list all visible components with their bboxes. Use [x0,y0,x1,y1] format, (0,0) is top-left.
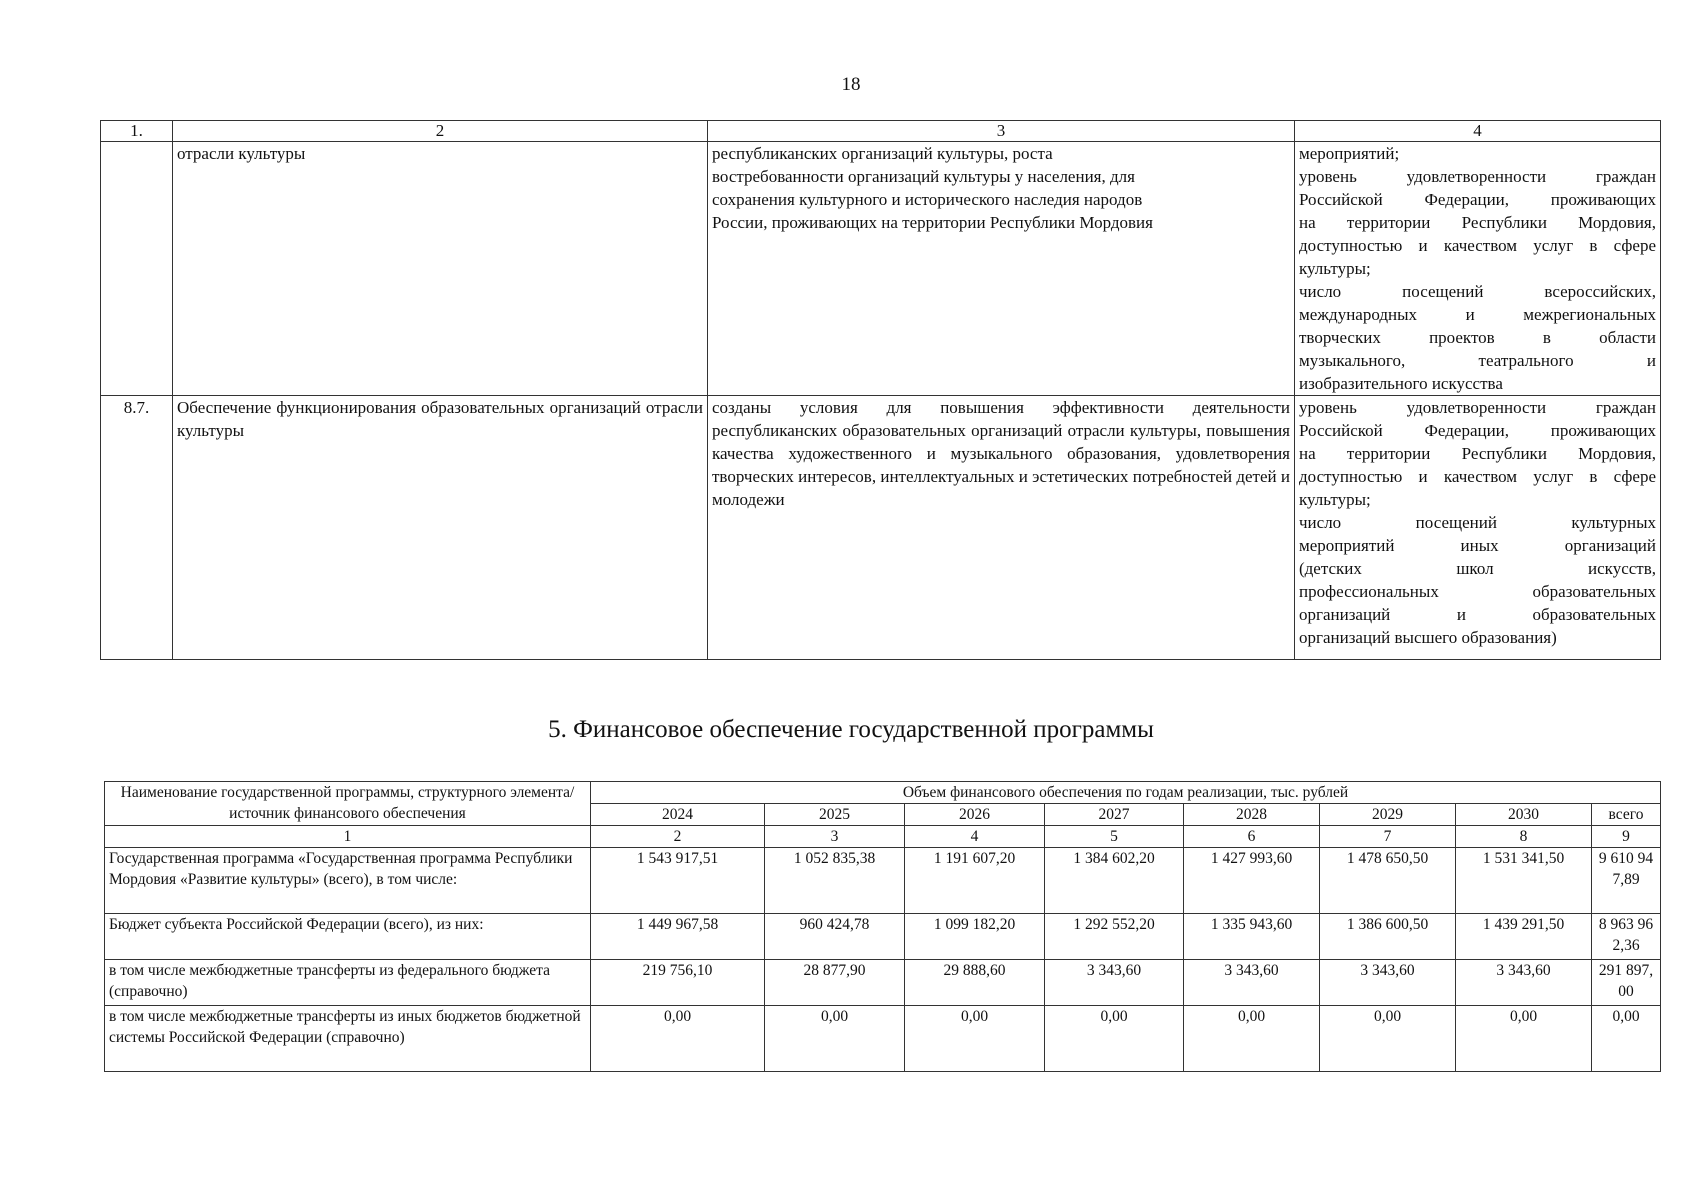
total-header: всего [1592,804,1661,826]
value-cell: 1 292 552,20 [1045,914,1184,960]
value-cell: 219 756,10 [591,960,765,1006]
name-header: Наименование государственной программы, структурного элемента/источник финансового обеспечения [105,782,591,826]
table-row [105,960,1661,1006]
text-line: творческих проектов в области [1299,328,1656,347]
value-cell: 0,00 [1320,1006,1456,1072]
column-numbers-row [105,826,1661,848]
value-cell: 1 478 650,50 [1320,848,1456,914]
text-line: Российской Федерации, проживающих [1299,421,1656,440]
year-header: 2030 [1456,804,1592,826]
column-number: 5 [1045,826,1184,848]
measures-table [100,120,1661,660]
text-line: изобразительного искусства [1299,374,1503,393]
column-number: 3 [765,826,905,848]
row-number: 8.7. [101,396,173,660]
value-cell: 28 877,90 [765,960,905,1006]
value-cell: 1 335 943,60 [1184,914,1320,960]
table-row [101,142,1661,396]
total-cell: 0,00 [1592,1006,1661,1072]
year-header: 2028 [1184,804,1320,826]
header-cell: 4 [1295,121,1661,142]
year-header: 2029 [1320,804,1456,826]
value-cell: 29 888,60 [905,960,1045,1006]
value-cell: 0,00 [905,1006,1045,1072]
header-cell: 3 [708,121,1295,142]
text-line: на территории Республики Мордовия, [1299,444,1656,463]
text-line: мероприятий; [1299,144,1400,163]
value-cell: 1 543 917,51 [591,848,765,914]
value-cell: 1 439 291,50 [1456,914,1592,960]
value-cell: 3 343,60 [1320,960,1456,1006]
text-line: культуры; [1299,259,1371,278]
value-cell: 3 343,60 [1045,960,1184,1006]
row-title: в том числе межбюджетные трансферты из иных бюджетов бюджетной системы Российской Федерации (справочно) [105,1006,591,1072]
value-cell: 1 427 993,60 [1184,848,1320,914]
year-header: 2025 [765,804,905,826]
text-line: мероприятий иных организаций [1299,536,1656,555]
value-cell: 0,00 [1045,1006,1184,1072]
measure-result: созданы условия для повышения эффективности деятельности республиканских образовательных организаций отрасли культуры, повышения качества художественного и музыкального образования, удовлетворения творческих интересов, интеллектуальных и эстетических потребностей детей и молодежи [708,396,1295,660]
column-number: 2 [591,826,765,848]
value-cell: 0,00 [1184,1006,1320,1072]
value-cell: 1 052 835,38 [765,848,905,914]
value-cell: 3 343,60 [1456,960,1592,1006]
text-line: организаций высшего образования) [1299,628,1557,647]
measure-result [708,142,1295,396]
total-cell: 291 897, 00 [1592,960,1661,1006]
text-line: профессиональных образовательных [1299,582,1656,601]
value-cell: 1 386 600,50 [1320,914,1456,960]
value-cell: 1 384 602,20 [1045,848,1184,914]
row-title: Бюджет субъекта Российской Федерации (всего), из них: [105,914,591,960]
text-line: доступностью и качеством услуг в сфере [1299,236,1656,255]
page-number: 18 [841,74,861,95]
text-line: музыкального, театрального и [1299,351,1656,370]
value-cell: 0,00 [1456,1006,1592,1072]
row-title: в том числе межбюджетные трансферты из федерального бюджета (справочно) [105,960,591,1006]
header-cell: 1. [101,121,173,142]
value-cell: 0,00 [765,1006,905,1072]
column-number: 6 [1184,826,1320,848]
total-cell: 9 610 94 7,89 [1592,848,1661,914]
column-number: 8 [1456,826,1592,848]
value-cell: 1 191 607,20 [905,848,1045,914]
section-title: 5. Финансовое обеспечение государственной программы [548,716,1154,743]
year-header: 2024 [591,804,765,826]
text-line: уровень удовлетворенности граждан [1299,167,1656,186]
text-line: России, проживающих на территории Республики Мордовия [712,213,1153,232]
column-number: 4 [905,826,1045,848]
text-line: культуры; [1299,490,1371,509]
value-cell: 1 449 967,58 [591,914,765,960]
text-line: международных и межрегиональных [1299,305,1656,324]
text-line: доступностью и качеством услуг в сфере [1299,467,1656,486]
finance-header-row [105,782,1661,804]
header-cell: 2 [173,121,708,142]
value-cell: 3 343,60 [1184,960,1320,1006]
text-line: уровень удовлетворенности граждан [1299,398,1656,417]
table-row [101,396,1661,660]
measure-indicators [1295,142,1661,396]
value-cell: 1 531 341,50 [1456,848,1592,914]
text-line: Российской Федерации, проживающих [1299,190,1656,209]
year-header: 2026 [905,804,1045,826]
table-row [105,914,1661,960]
text-line: число посещений культурных [1299,513,1656,532]
measure-indicators [1295,396,1661,660]
row-title: Государственная программа «Государственная программа Республики Мордовия «Развитие культуры» (всего), в том числе: [105,848,591,914]
text-line: сохранения культурного и исторического наследия народов [712,190,1143,209]
measure-name: Обеспечение функционирования образовательных организаций отрасли культуры [173,396,708,660]
year-header: 2027 [1045,804,1184,826]
measure-name: отрасли культуры [173,142,708,396]
text-line: число посещений всероссийских, [1299,282,1656,301]
text-line: (детских школ искусств, [1299,559,1656,578]
value-cell: 1 099 182,20 [905,914,1045,960]
text-line: республиканских организаций культуры, роста [712,144,1053,163]
finance-table [104,781,1661,1072]
text-line: на территории Республики Мордовия, [1299,213,1656,232]
table-header-row [101,121,1661,142]
table-row [105,848,1661,914]
column-number: 9 [1592,826,1661,848]
value-cell: 0,00 [591,1006,765,1072]
total-cell: 8 963 96 2,36 [1592,914,1661,960]
value-cell: 960 424,78 [765,914,905,960]
text-line: организаций и образовательных [1299,605,1656,624]
volume-header: Объем финансового обеспечения по годам реализации, тыс. рублей [591,782,1661,804]
row-number [101,142,173,396]
column-number: 7 [1320,826,1456,848]
text-line: востребованности организаций культуры у населения, для [712,167,1135,186]
column-number: 1 [105,826,591,848]
table-row [105,1006,1661,1072]
